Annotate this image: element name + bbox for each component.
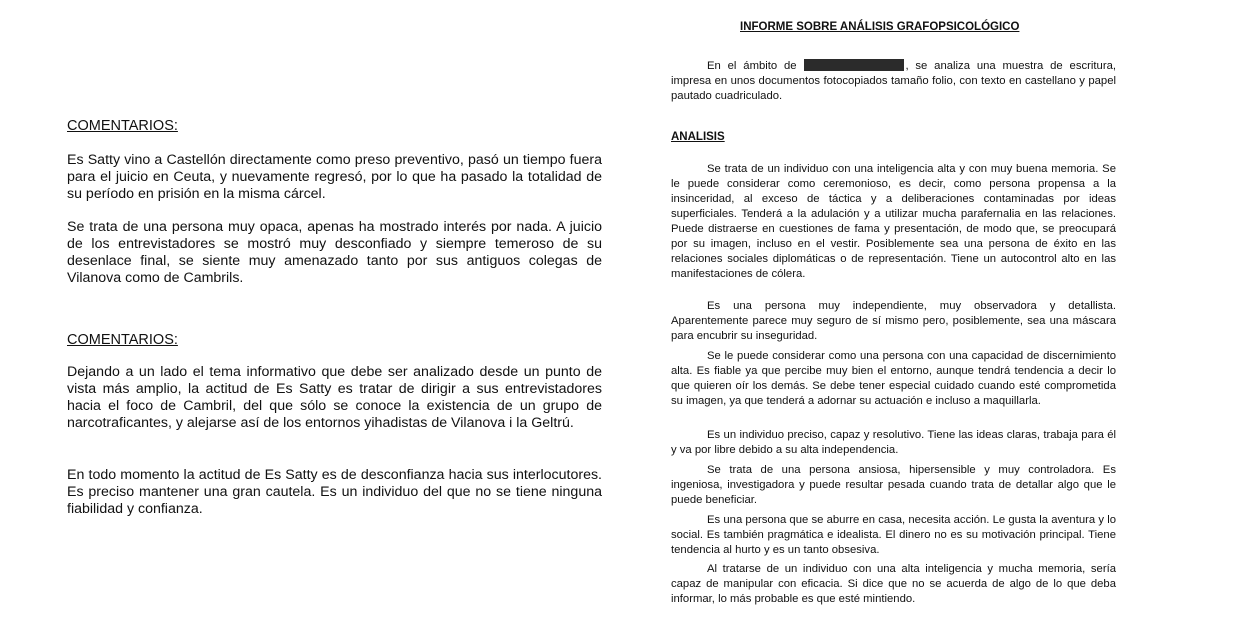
redacted-block (804, 59, 904, 71)
intro-text-before: En el ámbito de (707, 60, 797, 72)
analysis-paragraph-4: Es un individuo preciso, capaz y resolutivo. Tiene las ideas claras, trabaja para él y va por libre debido a su alta independencia. (671, 429, 1116, 456)
analysis-paragraph-2: Es una persona muy independiente, muy observadora y detallista. Aparentemente parece muy seguro de sí mismo pero, posiblemente, sea una máscara para encubrir su inseguridad. (671, 300, 1116, 342)
analysis-paragraph-6: Es una persona que se aburre en casa, necesita acción. Le gusta la aventura y lo social. Es también pragmática e idealista. El dinero no es su motivación principal. Tiene tendencia al hurto y es un tanto obsesiva. (671, 514, 1116, 556)
analysis-paragraph-5: Se trata de una persona ansiosa, hipersensible y muy controladora. Es ingeniosa, investigadora y puede resultar pesada cuando trata de detallar algo que le puede beneficiar. (671, 464, 1116, 506)
analysis-heading: ANALISIS (671, 131, 725, 143)
comentarios-heading-1: COMENTARIOS: (67, 118, 178, 134)
analysis-paragraph-3: Se le puede considerar como una persona con una capacidad de discernimiento alta. Es fiable ya que percibe muy bien el entorno, aunque tendrá tendencia a decir lo que quieren oír los demás. Se debe tener especial cuidado cuando esté comprometida su imagen, ya que tenderá a adornar su actuación e incluso a maquillarla. (671, 350, 1116, 407)
analysis-paragraph-7: Al tratarse de un individuo con una alta inteligencia y mucha memoria, sería capaz de manipular con eficacia. Si dice que no se acuerda de algo de lo que deba informar, lo más probable es que esté mintiendo. (671, 563, 1116, 605)
comentarios-paragraph-3: Dejando a un lado el tema informativo que debe ser analizado desde un punto de vista más amplio, la actitud de Es Satty es tratar de dirigir a sus entrevistadores hacia el foco de Cambril, del que sólo se conoce la existencia de un grupo de narcotraficantes, y alejarse así de los entornos yihadistas de Vilanova i la Geltrú. (67, 364, 602, 431)
comentarios-paragraph-2: Se trata de una persona muy opaca, apenas ha mostrado interés por nada. A juicio de los entrevistadores se mostró muy desconfiado y siempre temeroso de su desenlace final, se siente muy amenazado tanto por sus antiguos colegas de Vilanova como de Cambrils. (67, 219, 602, 286)
comentarios-paragraph-4: En todo momento la actitud de Es Satty es de desconfianza hacia sus interlocutores. Es preciso mantener una gran cautela. Es un individuo del que no se tiene ninguna fiabilidad y confianza. (67, 467, 602, 517)
analysis-paragraph-1: Se trata de un individuo con una inteligencia alta y con muy buena memoria. Se le puede considerar como ceremonioso, es decir, como persona propensa a la insinceridad, al exceso de táctica y a deliberaciones contaminadas por ideas superficiales. Tenderá a la adulación y a utilizar mucha parafernalia en las relaciones. Puede distraerse en cuestiones de fama y presentación, de modo que, se preocupará por su imagen, incluso en el vestir. Posiblemente sea una persona de éxito en las relaciones sociales diplomáticas o de representación. Tiene un autocontrol alto en las manifestaciones de cólera. (671, 163, 1116, 280)
comentarios-heading-2: COMENTARIOS: (67, 332, 178, 348)
intro-paragraph (671, 59, 1116, 104)
report-title: INFORME SOBRE ANÁLISIS GRAFOPSICOLÓGICO (740, 21, 1020, 33)
intro-text-after: , se analiza una muestra de escritura, impresa en unos documentos fotocopiados tamaño folio, con texto en castellano y papel pautado cuadriculado. (671, 60, 1116, 102)
right-document-page (629, 0, 1258, 630)
comentarios-paragraph-1: Es Satty vino a Castellón directamente como preso preventivo, pasó un tiempo fuera para el juicio en Ceuta, y nuevamente regresó, por lo que ha pasado la totalidad de su período en prisión en la misma cárcel. (67, 152, 602, 202)
